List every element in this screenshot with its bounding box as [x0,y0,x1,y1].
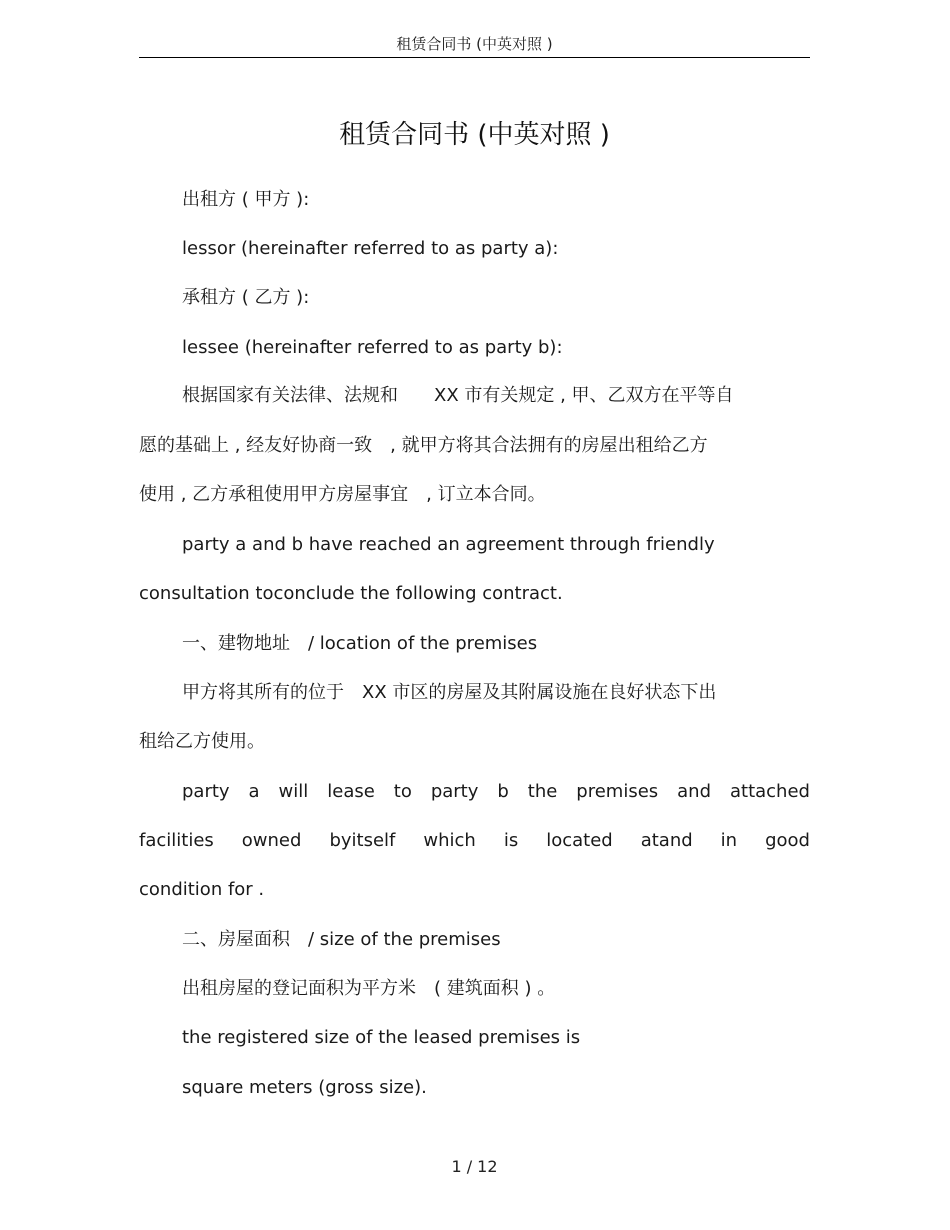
section-1-cn-line-1: 甲方将其所有的位于 XX 市区的房屋及其附属设施在良好状态下出 [182,682,717,703]
section-1-en-line-3: condition for . [139,879,265,900]
section-2-cn: 出租房屋的登记面积为平方米 ( 建筑面积 ) 。 [182,978,556,999]
justified-word: which [423,830,476,851]
lessor-cn: 出租方 ( 甲方 ): [182,189,310,210]
section-2-heading: 二、房屋面积 / size of the premises [182,929,501,950]
justified-word: will [278,781,309,802]
section-1-heading: 一、建物地址 / location of the premises [182,633,538,654]
section-2-en-line-2: square meters (gross size). [182,1077,427,1098]
justified-word: party [430,781,479,802]
justified-word: facilities [139,830,214,851]
justified-word: b [497,781,509,802]
justified-word: attached [729,781,810,802]
justified-word: a [248,781,260,802]
justified-word: atand [640,830,693,851]
section-1-cn-line-2: 租给乙方使用。 [139,731,265,752]
justified-word: good [765,830,810,851]
preamble-cn-line-1: 根据国家有关法律、法规和 XX 市有关规定 , 甲、乙双方在平等自 [182,385,734,406]
preamble-cn-line-3: 使用 , 乙方承租使用甲方房屋事宜 , 订立本合同。 [139,484,546,505]
justified-word: the [527,781,558,802]
page-indicator: 1 / 12 [451,1157,498,1176]
justified-word: to [393,781,412,802]
lessee-en: lessee (hereinafter referred to as party b): [182,337,563,358]
lessor-en: lessor (hereinafter referred to as party a): [182,238,559,259]
preamble-en-line-1: party a and b have reached an agreement through friendly [182,534,715,555]
justified-word: in [720,830,738,851]
preamble-en-line-2: consultation toconclude the following contract. [139,583,563,604]
header-divider [139,57,810,58]
section-2-en-line-1: the registered size of the leased premises is [182,1027,581,1048]
justified-word: is [503,830,519,851]
justified-word: premises [576,781,659,802]
justified-word: lease [327,781,375,802]
section-1-en-line-2 [139,828,810,854]
justified-word: byitself [329,830,396,851]
justified-word: located [546,830,613,851]
document-title: 租赁合同书 (中英对照 ) [339,120,610,150]
preamble-cn-line-2: 愿的基础上 , 经友好协商一致 , 就甲方将其合法拥有的房屋出租给乙方 [139,435,708,456]
lessee-cn: 承租方 ( 乙方 ): [182,287,310,308]
justified-word: and [677,781,712,802]
justified-word: owned [241,830,302,851]
justified-word: party [182,781,230,802]
running-header: 租赁合同书 (中英对照 ) [396,35,553,53]
section-1-en-line-1 [182,779,810,805]
